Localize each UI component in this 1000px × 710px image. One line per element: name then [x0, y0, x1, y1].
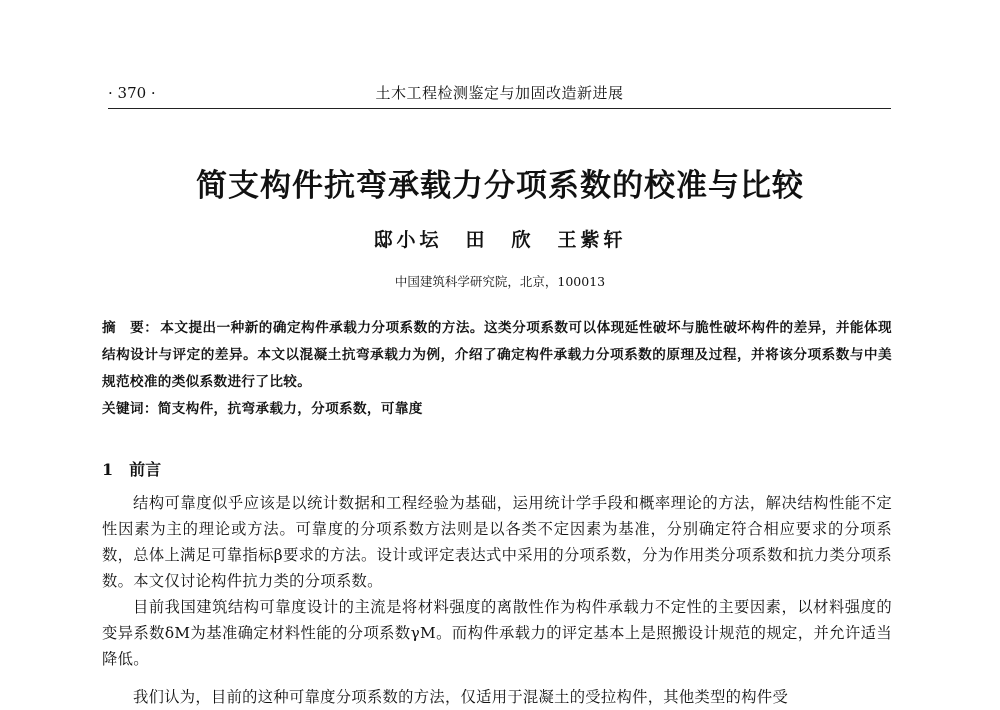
- author-list: 邸小坛 田 欣 王紫轩: [373, 229, 627, 251]
- body-paragraph: 目前我国建筑结构可靠度设计的主流是将材料强度的离散性作为构件承载力不定性的主要因素，以材料强度的变异系数δM为基准确定材料性能的分项系数γM。而构件承载力的评定基本上是照搬设计规范的规定，并允许适当降低。: [102, 598, 892, 668]
- affiliation: 中国建筑科学研究院，北京，100013: [394, 274, 606, 289]
- section-number: 1: [102, 460, 114, 479]
- abstract-label: 摘 要：: [102, 320, 159, 336]
- paper-title: 简支构件抗弯承载力分项系数的校准与比较: [196, 168, 804, 204]
- section-heading: [102, 458, 161, 482]
- body-paragraph: 结构可靠度似乎应该是以统计数据和工程经验为基础，运用统计学手段和概率理论的方法，解决结构性能不定性因素为主的理论或方法。可靠度的分项系数方法则是以各类不定因素为基准，分别确定符合相应要求的分项系数，总体上满足可靠指标β要求的方法。设计或评定表达式中采用的分项系数，分为作用类分项系数和抗力类分项系数。本文仅讨论构件抗力类的分项系数。: [102, 494, 892, 590]
- keywords-text: 简支构件，抗弯承载力，分项系数，可靠度: [157, 401, 423, 417]
- keywords-label: 关键词：: [102, 401, 158, 417]
- body-paragraph: 我们认为，目前的这种可靠度分项系数的方法，仅适用于混凝土的受拉构件，其他类型的构件受: [133, 688, 789, 706]
- abstract-text: 本文提出一种新的确定构件承载力分项系数的方法。这类分项系数可以体现延性破坏与脆性破坏构件的差异，并能体现结构设计与评定的差异。本文以混凝土抗弯承载力为例，介绍了确定构件承载力分项系数的原理及过程，并将该分项系数与中美规范校准的类似系数进行了比较。: [102, 320, 892, 390]
- page-header: [108, 82, 891, 109]
- page-number: · 370 ·: [108, 84, 156, 102]
- abstract: [102, 315, 892, 396]
- keywords: [102, 396, 892, 423]
- running-title: 土木工程检测鉴定与加固改造新进展: [375, 84, 624, 102]
- section-title: 前言: [129, 460, 162, 479]
